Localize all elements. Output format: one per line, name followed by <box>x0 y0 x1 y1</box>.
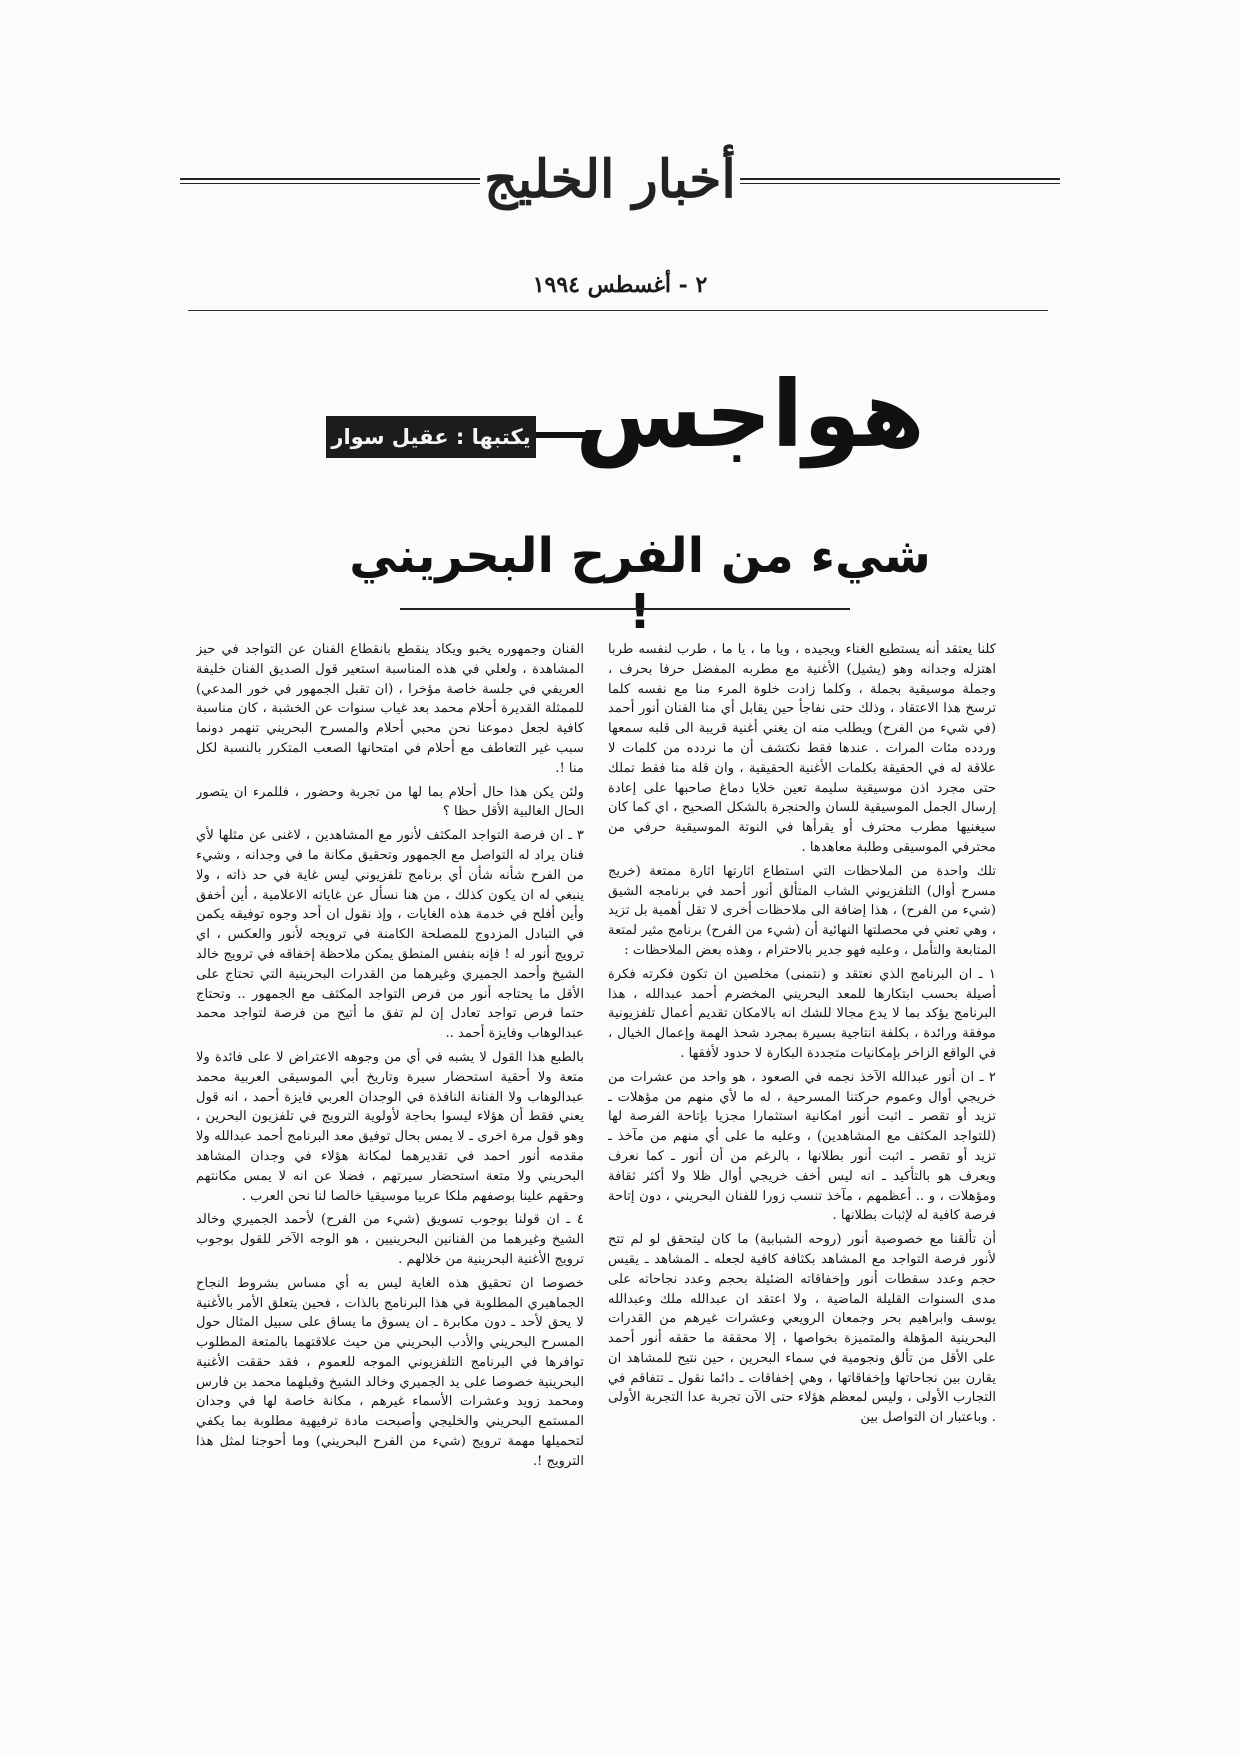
paragraph: ٤ ـ ان قولنا بوجوب تسويق (شيء من الفرح) لأحمد الجميري وخالد الشيخ وغيرهما من الفنانين البحرينيين ، هو الوجه الآخر للقول بوجوب ترويج الأغنية البحرينية من خلالهم . <box>196 1212 584 1267</box>
byline: يكتبها : عقيل سوار <box>326 416 536 458</box>
paragraph: ٢ ـ ان أنور عبدالله الآخذ نجمه في الصعود ، هو واحد من عشرات من خريجي أوال وعموم حركتنا المسرحية ، له ما لأي منهم من مؤهلات ـ تزيد أو تقصر ـ اثبت أنور امكانية استثمارا مجزيا بإتاحة الفرصة لها (للتواجد المكثف مع المشاهدين) ، وعليه ما على أي منهم من مآخذ ـ تزيد أو تقصر ـ اثبت أنور بطلانها ، بالرغم من أن أنور ـ كما نعرف ويعرف هو بالتأكيد ـ انه ليس أخف خريجي أوال ظلا ولا أكثر ثقافة ومؤهلات ، و .. أعظمهم ، مآخذ تنسب زورا للفنان البحريني ، دون إتاحة فرصة كافية له لإثبات بطلانها . <box>608 1069 996 1224</box>
article-column-right <box>608 640 996 1720</box>
title-rule <box>400 608 850 610</box>
issue-date: ٢ - أغسطس ١٩٩٤ <box>532 272 708 298</box>
paragraph: كلنا يعتقد أنه يستطيع الغناء ويجيده ، ويا ما ، يا ما ، طرب لنفسه طربا اهتزله وجدانه وهو (يشيل) الأغنية مع مطربه المفضل حرفا بحرف ، وجملة موسيقية بجملة ، وكلما زادت خلوة المرء منا مع نفسه كلما ترسخ هذا الاعتقاد ، وذلك حتى نفاجأ حين يقابل أي منا الفنان أنور أحمد (في شيء من الفرح) ويطلب منه ان يغني أغنية قريبة الى قلبه سمعها وردده مئات المرات . عندها فقط نكتشف أن ما نردده من كلمات لا علاقة له في الحقيقة بكلمات الأغنية الحقيقية ، وان قلة منا فقط تملك حتى مجرد اذن موسيقية سليمة تعين خلايا دماغ صاحبها على إعادة إرسال الجمل الموسيقية للسان والحنجرة بالشكل الصحيح ، اي كما كان سيغنيها مطرب محترف أو يقرأها في النوتة الموسيقية حرفي من محترفي الموسيقى وطلبة معاهدها . <box>608 642 996 855</box>
paragraph: تلك واحدة من الملاحظات التي استطاع اثارتها اثارة ممتعة (خريج مسرح أوال) التلفزيوني الشاب المتألق أنور أحمد في برنامجه الشيق (شيء من الفرح) ، هذا إضافة الى ملاحظات أخرى لا تقل أهمية بل تزيد ، وهي تعني في محصلتها النهائية أن (شيء من الفرح) برنامج مثير لمتعة المتابعة والتأمل ، وعليه فهو جدير بالاحترام ، وهذه بعض الملاحظات : <box>608 863 996 958</box>
paragraph: أن تألقنا مع خصوصية أنور (روحه الشبابية) ما كان ليتحقق لو لم تتح لأنور فرصة التواجد مع المشاهد بكثافة كافية لجعله ـ المشاهد ـ يقيس حجم وعدد سقطات أنور وإخفاقاته الضئيلة بحجم وعدد نجاحاته على مدى السنوات القليلة الماضية ، ولا اعتقد ان عبدالله ملك وعبدالله يوسف وابراهيم بحر وجمعان الرويعي وعشرات غيرهم من القدرات البحرينية المؤهلة والمتميزة بخواصها ، إلا محققة ما حققه أنور أحمد على الأقل من تألق ونجومية في سماء البحرين ، حين نتيح للمشاهد ان يقارن بين نجاحاتها وإخفاقاتها ، وهي إخفاقات ـ دائما نقول ـ تتفاقم في التجارب الأولى ، وليس لمعظم هؤلاء حتى الآن تجربة عدا التجربة الأولى . وباعتبار ان التواصل بين <box>608 1232 996 1426</box>
article-column-left <box>196 640 584 1720</box>
divider-rule <box>188 310 1048 311</box>
paragraph: ١ ـ ان البرنامج الذي نعتقد و (نتمنى) مخلصين ان تكون فكرته فكرة أصيلة بحسب ابتكارها للمعد البحريني المخضرم أحمد عبدالله ، هذا البرنامج يؤكد بما لا يدع مجالا للشك انه بالامكان تقديم أعمال تلفزيونية موفقة ورائدة ، بكلفة انتاجية بسيرة بمجرد شحذ الهمة وإعمال الخيال ، في الواقع الزاخر بإمكانيات متجددة البكارة لا حدود لأفقها . <box>608 966 996 1061</box>
paragraph: ولئن يكن هذا حال أحلام بما لها من تجربة وحضور ، فللمرء ان يتصور الحال الغالبية الأقل حظا ؟ <box>196 784 584 820</box>
column-name: هواجس <box>575 361 925 468</box>
paragraph: ٣ ـ ان فرصة التواجد المكثف لأنور مع المشاهدين ، لاغنى عن مثلها لأي فنان يراد له التواصل مع الجمهور وتحقيق مكانة ما في وجدانه ، وشيء من الفرح شأنه شأن أي برنامج تلفزيوني ليس غاية في حد ذاته ، ولا ينبغي له ان يكون كذلك ، من هنا نسأل عن غاياته الاعلامية ، أين أخفق وأين أفلح في خدمة هذه الغايات ، وإذ نقول ان أحد وجوه توفيقه يكمن في التبادل المزدوج للمصلحة الكامنة في ترويجه لأنور والعكس ، اي ترويج أنور له ! فإنه بنفس المنطق يمكن ملاحظة إخفاقه في ترويج خالد الشيخ وأحمد الجميري وغيرهما من القدرات البحرينية التي تحتاج على الأقل ما يحتاجه أنور من فرص التواجد المكثف مع الجمهور .. وتحتاج حتما فرص تواجد تعادل إن لم تفق ما أتيح من فرصة لتواجد محمد عبدالوهاب وفايزة أحمد .. <box>196 828 584 1042</box>
paragraph: الفنان وجمهوره يخبو ويكاد ينقطع بانقطاع الفنان عن التواجد في حيز المشاهدة ، ولعلي في هذه المناسبة استعير قول الصديق الفنان خليفة العريفي في جلسة خاصة مؤخرا ، (ان تقبل الجمهور في خور المدعي) للممثلة القديرة أحلام محمد بعد غياب سنوات عن الخشبة ، كان مناسبة كافية لجعل دموعنا نحن محبي أحلام والمسرح البحريني تنهمر دونما سبب غير التعاطف مع أحلام في امتحانها الصعب المتكرر بالنسبة لكل منا !. <box>196 642 584 776</box>
article-title: شيء من الفرح البحريني ! <box>349 528 931 640</box>
paragraph: خصوصا ان تحقيق هذه الغاية ليس به أي مساس بشروط النجاح الجماهيري المطلوبة في هذا البرنامج بالذات ، فحين يتعلق الأمر بالأغنية لا يحق لأحد ـ دون مكابرة ـ ان يسوق ما يساق على سبيل المثال حول المسرح البحريني والأدب البحريني من حيث علاقتهما بالمتعة المطلوب توافرها في البرنامج التلفزيوني الموجه للعموم ، فقد حققت الأغنية البحرينية خصوصا على يد الجميري وخالد الشيخ وقبلهما محمد بن فارس ومحمد زويد وعشرات الأسماء غيرهم ، مكانة خاصة لها في وجدان المستمع البحريني والخليجي وأصبحت مادة ترفيهية مطلوبة بما يكفي لتحميلها مهمة ترويج (شيء من الفرح البحريني) وما أحوجنا لمثل هذا الترويج !. <box>196 1275 584 1469</box>
masthead-title: أخبار الخليج <box>484 149 736 210</box>
paragraph: بالطبع هذا القول لا يشبه في أي من وجوهه الاعتراض لا على فائدة ولا متعة ولا أحقية استحضار سيرة وتاريخ أبي الموسيقى العربية محمد عبدالوهاب ولا الفنانة النافذة في الوجدان العربي فايزة أحمد ، انه قول يعني فقط أن هؤلاء ليسوا بحاجة لأولوية الترويج في تلفزيون البحرين ، وهو قول مرة اخرى ـ لا يمس بحال توفيق معد البرنامج أحمد عبدالله ولا مقدمه أنور احمد في تقديرهما لمكانة هؤلاء في وجدان المشاهد البحريني ولا متعة استحضار سيرتهم ، فضلا عن انه لا يمس مكانتهم وحقهم علينا بوصفهم ملكا عربيا موسيقيا خالصا لنا نحن العرب . <box>196 1049 584 1204</box>
masthead <box>180 140 1060 230</box>
masthead-rule-left <box>180 178 480 184</box>
masthead-rule-right <box>740 178 1060 184</box>
